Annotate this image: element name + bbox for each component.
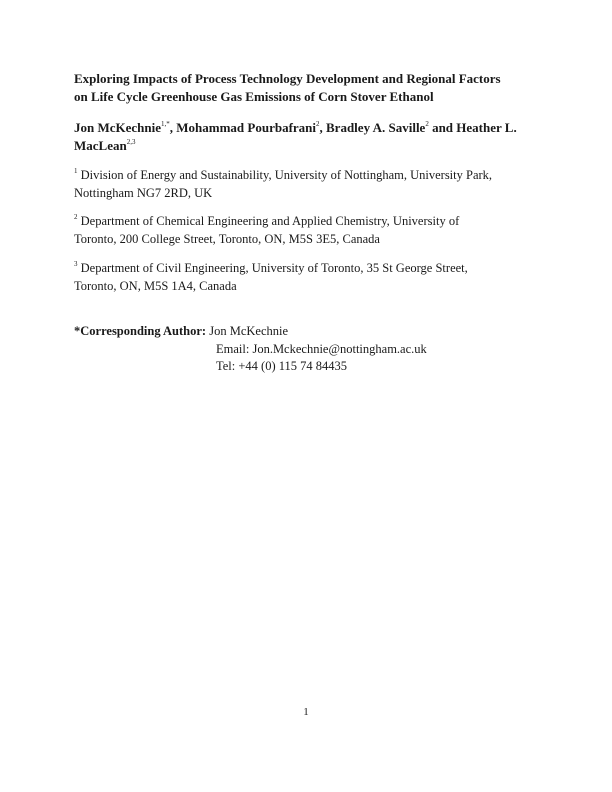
- affiliation-text: Nottingham NG7 2RD, UK: [74, 186, 213, 200]
- page-number: 1: [303, 706, 309, 718]
- author-name: Mohammad Pourbafrani: [176, 120, 317, 135]
- author-name: Jon McKechnie: [74, 120, 162, 135]
- affiliation-text: Department of Chemical Engineering and Applied Chemistry, University of: [80, 214, 460, 228]
- author-name: Heather L. MacLean: [74, 120, 517, 153]
- paper-title: [74, 70, 544, 106]
- affiliation-3: [74, 259, 544, 295]
- author-separator: ,: [319, 120, 327, 135]
- author-affiliation-mark: 2: [425, 120, 429, 128]
- corresponding-author-label: *Corresponding Author:: [74, 324, 207, 338]
- corresponding-phone: Tel: +44 (0) 115 74 84435: [216, 359, 348, 373]
- affiliation-text: Toronto, ON, M5S 1A4, Canada: [74, 279, 237, 293]
- corresponding-author-name: Jon McKechnie: [209, 324, 289, 338]
- affiliation-text: Toronto, 200 College Street, Toronto, ON, M5S 3E5, Canada: [74, 232, 380, 246]
- author-name: Bradley A. Saville: [326, 120, 426, 135]
- affiliation-number: 3: [74, 260, 78, 268]
- title-line: Exploring Impacts of Process Technology Development and Regional Factors: [74, 71, 501, 86]
- author-separator: ,: [169, 120, 177, 135]
- affiliation-number: 1: [74, 167, 78, 175]
- author-affiliation-mark: 1,*: [161, 120, 170, 128]
- affiliation-1: [74, 166, 544, 202]
- corresponding-author: [74, 322, 288, 340]
- affiliation-number: 2: [74, 213, 78, 221]
- author-affiliation-mark: 2: [316, 120, 320, 128]
- author-separator: and: [428, 120, 457, 135]
- corresponding-email: Email: Jon.Mckechnie@nottingham.ac.uk: [216, 342, 427, 356]
- author-list: [74, 119, 544, 155]
- affiliation-text: Department of Civil Engineering, University of Toronto, 35 St George Street,: [80, 261, 468, 275]
- affiliation-2: [74, 212, 544, 248]
- affiliation-text: Division of Energy and Sustainability, University of Nottingham, University Park,: [80, 168, 493, 182]
- author-affiliation-mark: 2,3: [126, 138, 136, 146]
- title-line: on Life Cycle Greenhouse Gas Emissions of Corn Stover Ethanol: [74, 89, 434, 104]
